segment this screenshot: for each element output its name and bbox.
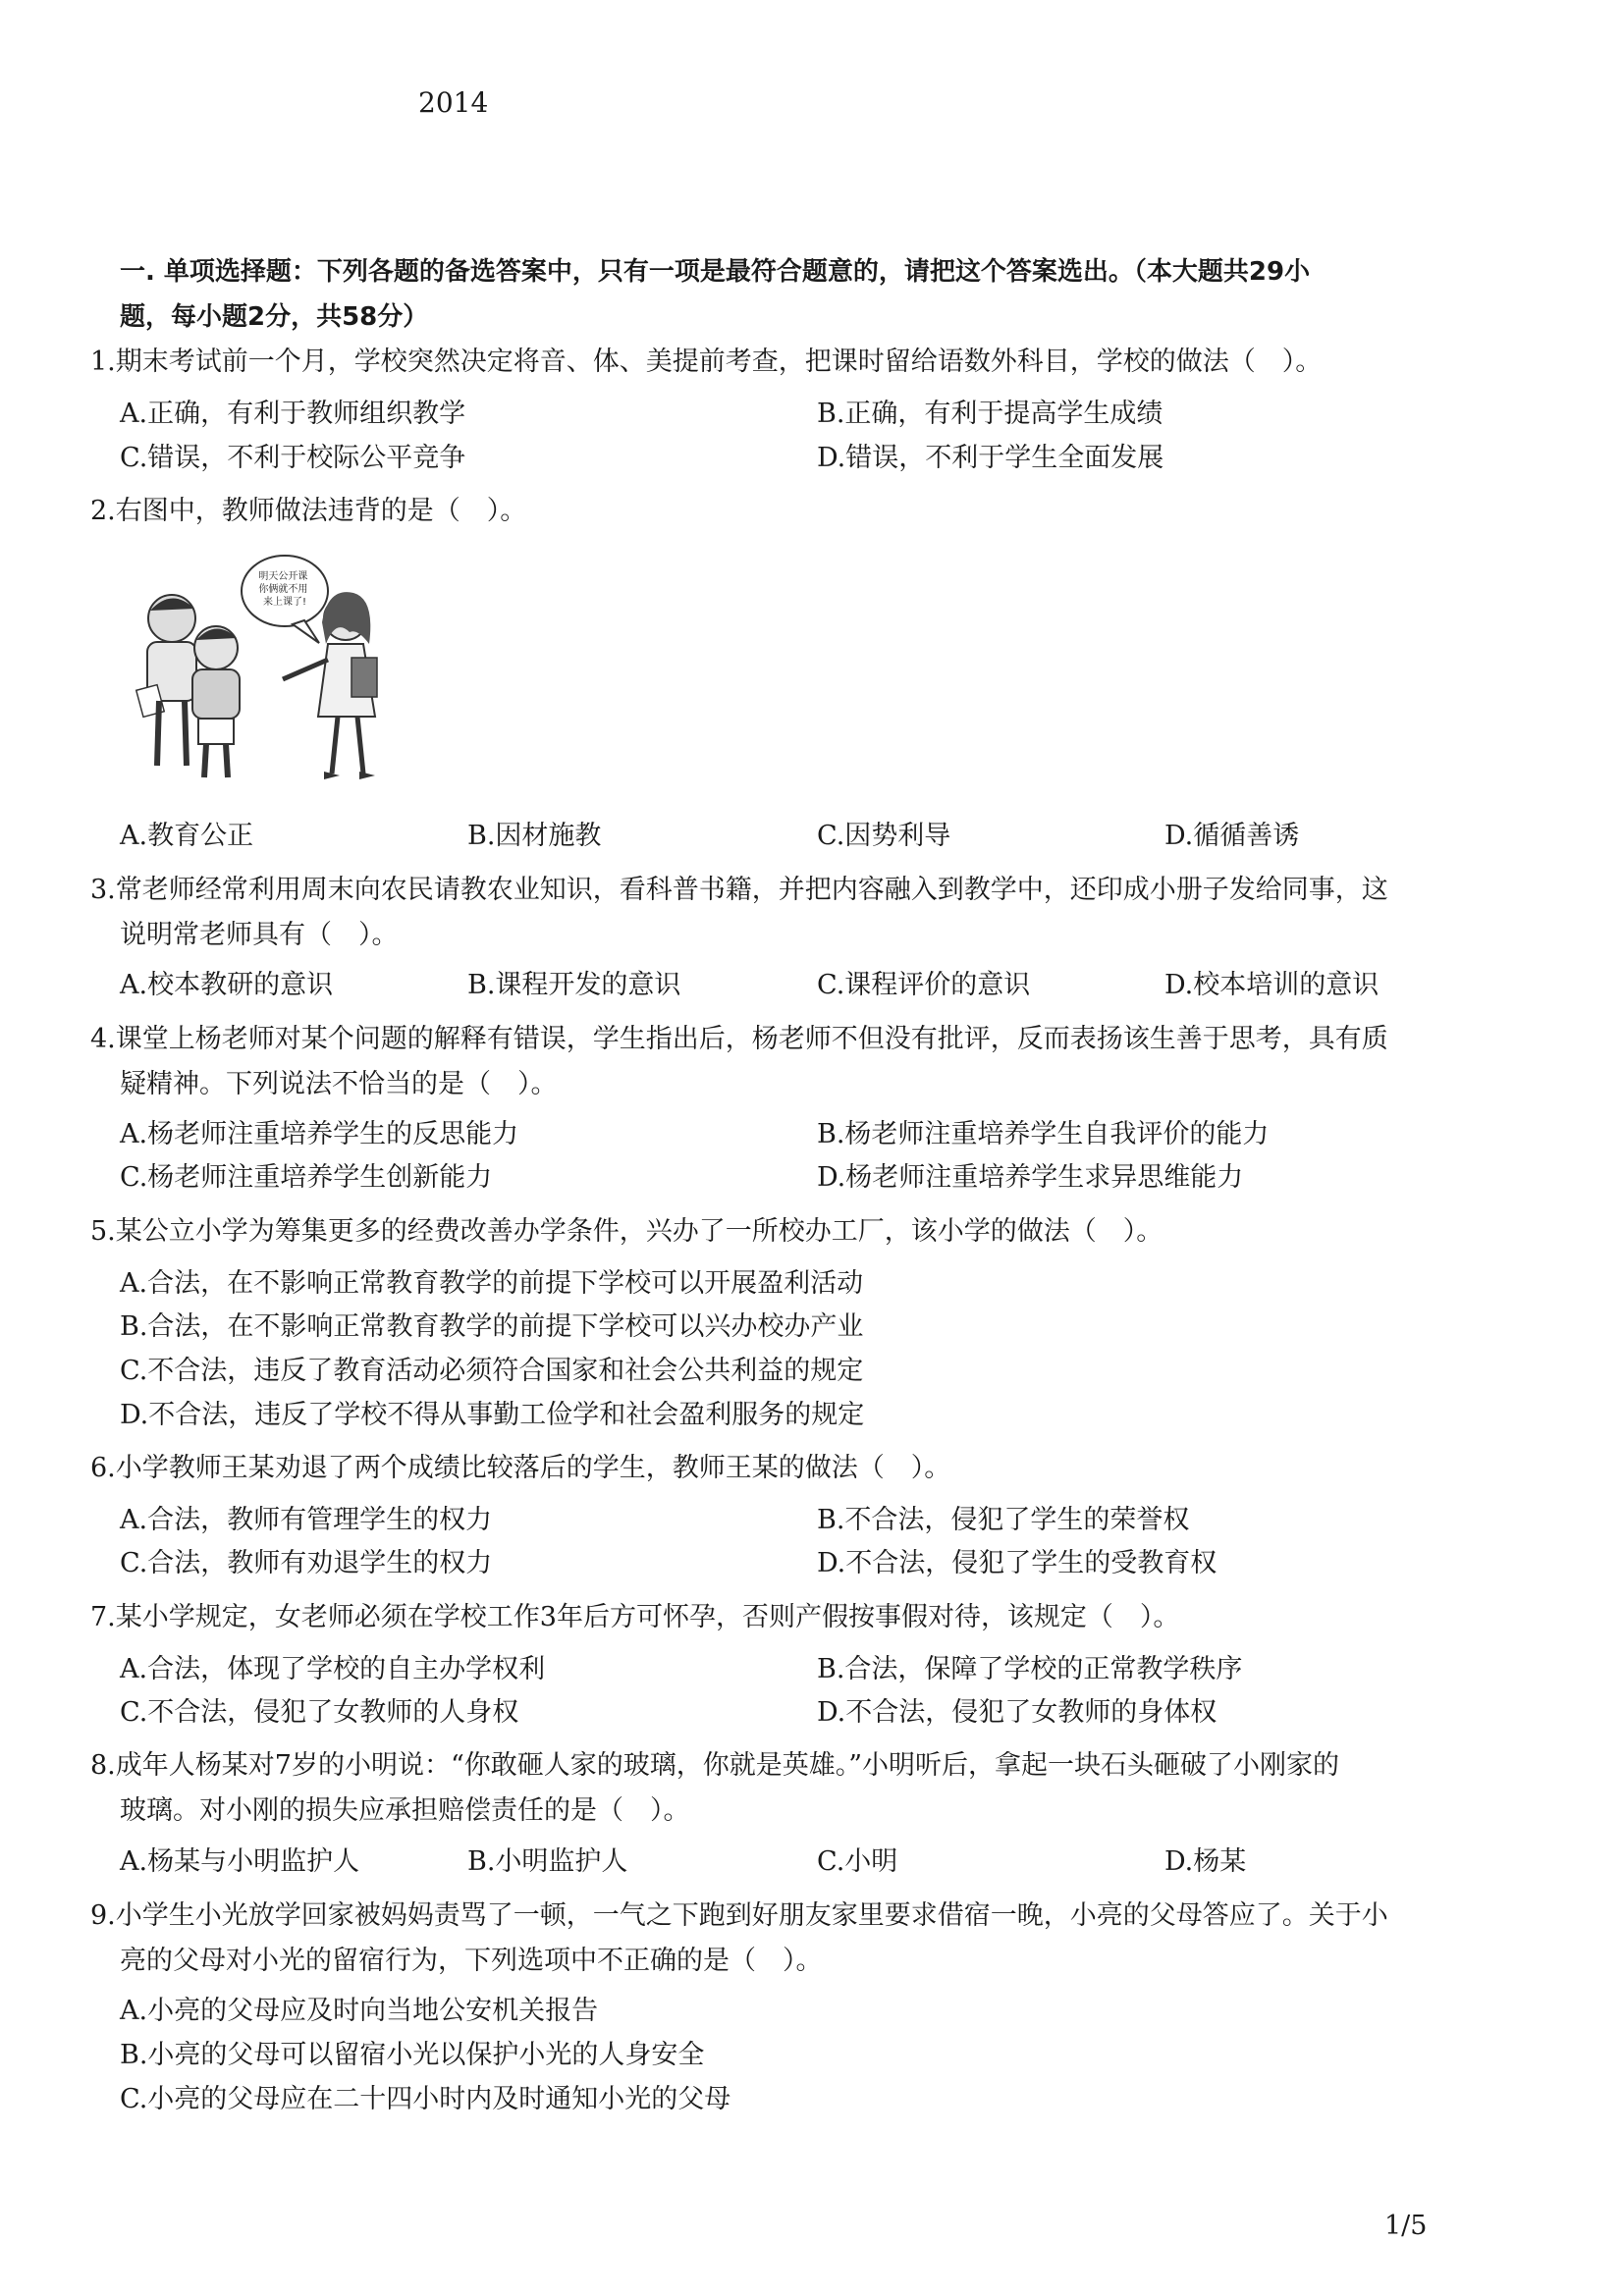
question-6-option-c: C.合法，教师有劝退学生的权力 (120, 1548, 493, 1578)
question-8-line-2: 玻璃。对小刚的损失应承担赔偿责任的是（ ）。 (120, 1795, 690, 1826)
question-9-option-c: C.小亮的父母应在二十四小时内及时通知小光的父母 (120, 2084, 731, 2114)
question-8-option-d: D.杨某 (1164, 1846, 1247, 1877)
question-4-option-a: A.杨老师注重培养学生的反思能力 (120, 1119, 519, 1149)
question-9-stem (90, 1894, 1504, 1984)
question-5-option-d: D.不合法，违反了学校不得从事勤工俭学和社会盈利服务的规定 (120, 1400, 865, 1430)
question-7-option-c: C.不合法，侵犯了女教师的人身权 (120, 1697, 519, 1728)
question-1-option-a: A.正确，有利于教师组织教学 (120, 399, 466, 429)
question-6-stem: 6.小学教师王某劝退了两个成绩比较落后的学生，教师王某的做法（ ）。 (90, 1453, 951, 1483)
question-8-line-1: 8.成年人杨某对7岁的小明说：“你敢砸人家的玻璃，你就是英雄。”小明听后，拿起一块石头砸破了小刚家的 (90, 1750, 1340, 1781)
question-5-stem: 5.某公立小学为筹集更多的经费改善办学条件，兴办了一所校办工厂，该小学的做法（ ）。 (90, 1216, 1163, 1247)
section-heading (120, 249, 1494, 340)
question-7-option-b: B.合法，保障了学校的正常教学秩序 (817, 1654, 1243, 1684)
question-6-option-d: D.不合法，侵犯了学生的受教育权 (817, 1548, 1217, 1578)
question-2-option-a: A.教育公正 (120, 821, 254, 851)
question-9-option-a: A.小亮的父母应及时向当地公安机关报告 (120, 1996, 599, 2026)
question-2-stem: 2.右图中，教师做法违背的是（ ）。 (90, 496, 527, 526)
question-5-option-c: C.不合法，违反了教育活动必须符合国家和社会公共利益的规定 (120, 1356, 864, 1386)
question-1-stem: 1.期末考试前一个月，学校突然决定将音、体、美提前考查，把课时留给语数外科目，学校的做法（ ）。 (90, 347, 1323, 377)
section-heading-line-1: 一. 单项选择题：下列各题的备选答案中，只有一项是最符合题意的，请把这个答案选出。（本大题共29小 (120, 257, 1311, 287)
question-8-option-a: A.杨某与小明监护人 (120, 1846, 360, 1877)
question-4-line-2: 疑精神。下列说法不恰当的是（ ）。 (120, 1069, 558, 1099)
question-6-option-b: B.不合法，侵犯了学生的荣誉权 (817, 1505, 1190, 1535)
question-2-illustration (118, 550, 403, 785)
question-8-option-b: B.小明监护人 (467, 1846, 628, 1877)
question-3-line-1: 3.常老师经常利用周末向农民请教农业知识，看科普书籍，并把内容融入到教学中，还印成小册子发给同事，这 (90, 875, 1388, 905)
question-3-option-c: C.课程评价的意识 (817, 970, 1031, 1000)
question-3-option-a: A.校本教研的意识 (120, 970, 334, 1000)
page-number: 1/5 (1384, 2211, 1428, 2241)
question-4-option-c: C.杨老师注重培养学生创新能力 (120, 1162, 493, 1193)
question-2-option-b: B.因材施教 (467, 821, 602, 851)
question-3-option-b: B.课程开发的意识 (467, 970, 681, 1000)
question-9-line-1: 9.小学生小光放学回家被妈妈责骂了一顿，一气之下跑到好朋友家里要求借宿一晚，小亮的父母答应了。关于小 (90, 1900, 1388, 1931)
question-4-line-1: 4.课堂上杨老师对某个问题的解释有错误，学生指出后，杨老师不但没有批评，反而表扬该生善于思考，具有质 (90, 1024, 1388, 1054)
question-5-option-b: B.合法，在不影响正常教育教学的前提下学校可以兴办校办产业 (120, 1311, 864, 1342)
question-1-option-d: D.错误，不利于学生全面发展 (817, 443, 1164, 473)
question-3-line-2: 说明常老师具有（ ）。 (120, 920, 399, 950)
question-4-option-d: D.杨老师注重培养学生求异思维能力 (817, 1162, 1244, 1193)
speech-bubble-text: 明天公开课 你俩就不用 来上课了! (258, 571, 308, 608)
question-3-option-d: D.校本培训的意识 (1164, 970, 1380, 1000)
question-9-line-2: 亮的父母对小光的留宿行为，下列选项中不正确的是（ ）。 (120, 1946, 823, 1976)
document-year: 2014 (418, 86, 489, 119)
question-1-option-b: B.正确，有利于提高学生成绩 (817, 399, 1163, 429)
question-8-stem (90, 1743, 1504, 1834)
question-5-option-a: A.合法，在不影响正常教育教学的前提下学校可以开展盈利活动 (120, 1268, 864, 1299)
question-4-option-b: B.杨老师注重培养学生自我评价的能力 (817, 1119, 1270, 1149)
question-4-stem (90, 1017, 1504, 1107)
question-2-option-c: C.因势利导 (817, 821, 951, 851)
section-heading-line-2: 题，每小题2分，共58分） (120, 302, 429, 332)
question-1-option-c: C.错误，不利于校际公平竞争 (120, 443, 466, 473)
question-7-option-a: A.合法，体现了学校的自主办学权利 (120, 1654, 546, 1684)
question-9-option-b: B.小亮的父母可以留宿小光以保护小光的人身安全 (120, 2040, 705, 2070)
question-8-option-c: C.小明 (817, 1846, 898, 1877)
question-6-option-a: A.合法，教师有管理学生的权力 (120, 1505, 493, 1535)
question-2-option-d: D.循循善诱 (1164, 821, 1300, 851)
question-7-option-d: D.不合法，侵犯了女教师的身体权 (817, 1697, 1217, 1728)
question-7-stem: 7.某小学规定，女老师必须在学校工作3年后方可怀孕，否则产假按事假对待，该规定（ ）。 (90, 1602, 1180, 1632)
question-3-stem (90, 868, 1504, 958)
